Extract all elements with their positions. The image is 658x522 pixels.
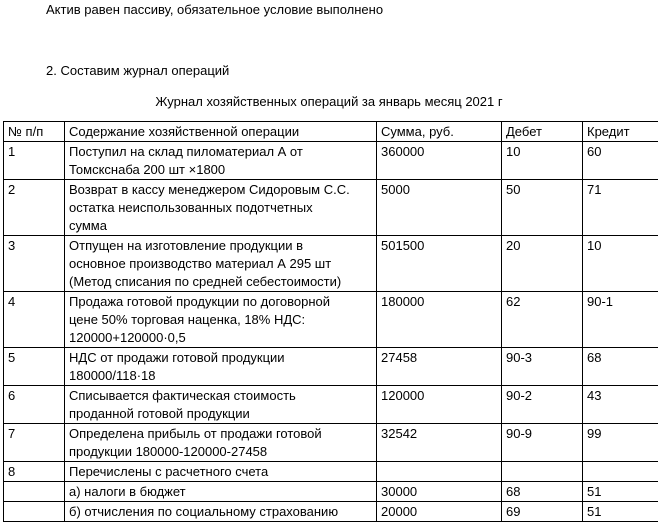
cell-content (65, 142, 377, 180)
cell-debit: 90-2 (502, 386, 583, 424)
cell-content (65, 424, 377, 462)
cell-credit: 71 (583, 180, 658, 236)
table-row (4, 502, 658, 522)
content-line: проданной готовой продукции (69, 405, 372, 423)
cell-credit: 60 (583, 142, 658, 180)
cell-number: 4 (4, 292, 65, 348)
cell-sum: 30000 (377, 482, 502, 502)
content-line: продукции 180000-120000-27458 (69, 443, 372, 461)
cell-debit: 10 (502, 142, 583, 180)
table-row (4, 236, 658, 292)
cell-credit: 99 (583, 424, 658, 462)
cell-credit: 51 (583, 482, 658, 502)
content-line: Отпущен на изготовление продукции в (69, 237, 372, 255)
cell-number: 6 (4, 386, 65, 424)
content-line: Поступил на склад пиломатериал А от (69, 143, 372, 161)
cell-number: 1 (4, 142, 65, 180)
cell-credit: 68 (583, 348, 658, 386)
cell-content (65, 292, 377, 348)
cell-number: 8 (4, 462, 65, 482)
cell-sum: 27458 (377, 348, 502, 386)
table-row (4, 386, 658, 424)
cell-debit: 20 (502, 236, 583, 292)
header-number: № п/п (4, 122, 65, 142)
content-line: НДС от продажи готовой продукции (69, 349, 372, 367)
cell-sum: 501500 (377, 236, 502, 292)
content-line: Возврат в кассу менеджером Сидоровым С.С. (69, 181, 372, 199)
cell-number: 3 (4, 236, 65, 292)
cell-debit: 90-9 (502, 424, 583, 462)
table-row (4, 292, 658, 348)
header-debit: Дебет (502, 122, 583, 142)
content-line: остатка неиспользованных подотчетных (69, 199, 372, 217)
cell-number: 2 (4, 180, 65, 236)
cell-sum (377, 462, 502, 482)
section-heading: 2. Составим журнал операций (46, 63, 229, 79)
header-credit: Кредит (583, 122, 658, 142)
content-line: основное производство материал А 295 шт (69, 255, 372, 273)
journal-title: Журнал хозяйственных операций за январь месяц 2021 г (0, 94, 658, 110)
content-line: Томскснаба 200 шт ×1800 (69, 161, 372, 179)
cell-debit: 69 (502, 502, 583, 522)
content-line: 120000+120000·0,5 (69, 329, 372, 347)
cell-debit (502, 462, 583, 482)
cell-credit (583, 462, 658, 482)
cell-content (65, 386, 377, 424)
table-row (4, 180, 658, 236)
content-line: Продажа готовой продукции по договорной (69, 293, 372, 311)
cell-content (65, 502, 377, 522)
cell-number: 5 (4, 348, 65, 386)
cell-debit: 62 (502, 292, 583, 348)
cell-debit: 50 (502, 180, 583, 236)
cell-sum: 360000 (377, 142, 502, 180)
cell-credit: 90-1 (583, 292, 658, 348)
content-line: Списывается фактическая стоимость (69, 387, 372, 405)
content-line: сумма (69, 217, 372, 235)
cell-sum: 32542 (377, 424, 502, 462)
content-line: Перечислены с расчетного счета (69, 463, 372, 481)
content-line: цене 50% торговая наценка, 18% НДС: (69, 311, 372, 329)
table-row (4, 424, 658, 462)
content-line: 180000/118·18 (69, 367, 372, 385)
cell-content (65, 462, 377, 482)
cell-number (4, 502, 65, 522)
operations-journal-table (3, 121, 658, 522)
cell-debit: 90-3 (502, 348, 583, 386)
cell-credit: 51 (583, 502, 658, 522)
table-row (4, 482, 658, 502)
balance-note: Актив равен пассиву, обязательное условие выполнено (46, 2, 383, 18)
cell-content (65, 180, 377, 236)
cell-content (65, 236, 377, 292)
table-row (4, 462, 658, 482)
cell-sum: 180000 (377, 292, 502, 348)
content-line: б) отчисления по социальному страхованию (69, 503, 372, 521)
cell-credit: 10 (583, 236, 658, 292)
cell-content (65, 482, 377, 502)
content-line: Определена прибыль от продажи готовой (69, 425, 372, 443)
cell-debit: 68 (502, 482, 583, 502)
header-sum: Сумма, руб. (377, 122, 502, 142)
cell-sum: 20000 (377, 502, 502, 522)
table-row (4, 142, 658, 180)
cell-number (4, 482, 65, 502)
cell-sum: 5000 (377, 180, 502, 236)
cell-content (65, 348, 377, 386)
cell-sum: 120000 (377, 386, 502, 424)
table-row (4, 348, 658, 386)
table-header-row (4, 122, 658, 142)
header-content: Содержание хозяйственной операции (65, 122, 377, 142)
cell-credit: 43 (583, 386, 658, 424)
content-line: (Метод списания по средней себестоимости) (69, 273, 372, 291)
cell-number: 7 (4, 424, 65, 462)
content-line: а) налоги в бюджет (69, 483, 372, 501)
